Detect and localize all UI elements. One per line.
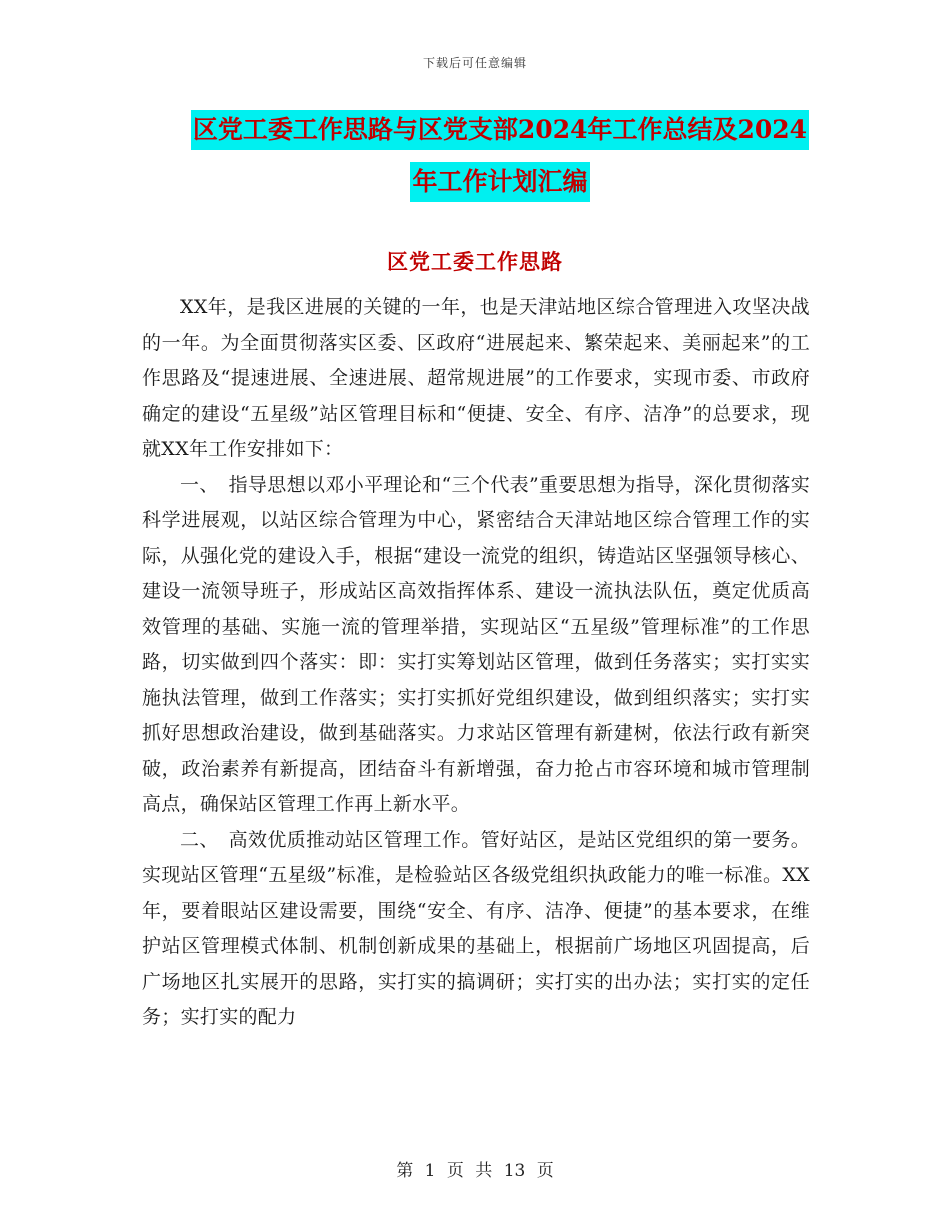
- title-line-2: 年工作计划汇编: [410, 162, 589, 202]
- section-heading: 区党工委工作思路: [387, 249, 563, 274]
- page-number: 第 1 页 共 13 页: [396, 1161, 554, 1181]
- body-text: [142, 290, 810, 1036]
- paragraph-station-management: 二、 高效优质推动站区管理工作。管好站区，是站区党组织的第一要务。实现站区管理“五星级”标准，是检验站区各级党组织执政能力的唯一标准。XX年，要着眼站区建设需要，围绕“安全、有序、洁净、便捷”的基本要求，在维护站区管理模式体制、机制创新成果的基础上，根据前广场地区巩固提高，后广场地区扎实展开的思路，实打实的搞调研；实打实的出办法；实打实的定任务；实打实的配力: [142, 828, 810, 1028]
- paragraph-guiding-thought: 一、 指导思想以邓小平理论和“三个代表”重要思想为指导，深化贯彻落实科学进展观，以站区综合管理为中心，紧密结合天津站地区综合管理工作的实际，从强化党的建设入手，根据“建设一流党的组织，铸造站区坚强领导核心、建设一流领导班子，形成站区高效指挥体系、建设一流执法队伍，奠定优质高效管理的基础、实施一流的管理举措，实现站区“五星级”管理标准”的工作思路，切实做到四个落实：即：实打实筹划站区管理，做到任务落实；实打实实施执法管理，做到工作落实；实打实抓好党组织建设，做到组织落实；实打实抓好思想政治建设，做到基础落实。力求站区管理有新建树，依法行政有新突破，政治素养有新提高，团结奋斗有新增强，奋力抢占市容环境和城市管理制高点，确保站区管理工作再上新水平。: [142, 473, 810, 815]
- paragraph-intro: XX年，是我区进展的关键的一年，也是天津站地区综合管理进入攻坚决战的一年。为全面贯彻落实区委、区政府“进展起来、繁荣起来、美丽起来”的工作思路及“提速进展、全速进展、超常规进展”的工作要求，实现市委、市政府确定的建设“五星级”站区管理目标和“便捷、安全、有序、洁净”的总要求，现就XX年工作安排如下：: [142, 296, 810, 460]
- title-line-1: 区党工委工作思路与区党支部2024年工作总结及2024: [191, 110, 809, 150]
- document-title: [140, 110, 860, 214]
- header-note: 下载后可任意编辑: [422, 56, 527, 70]
